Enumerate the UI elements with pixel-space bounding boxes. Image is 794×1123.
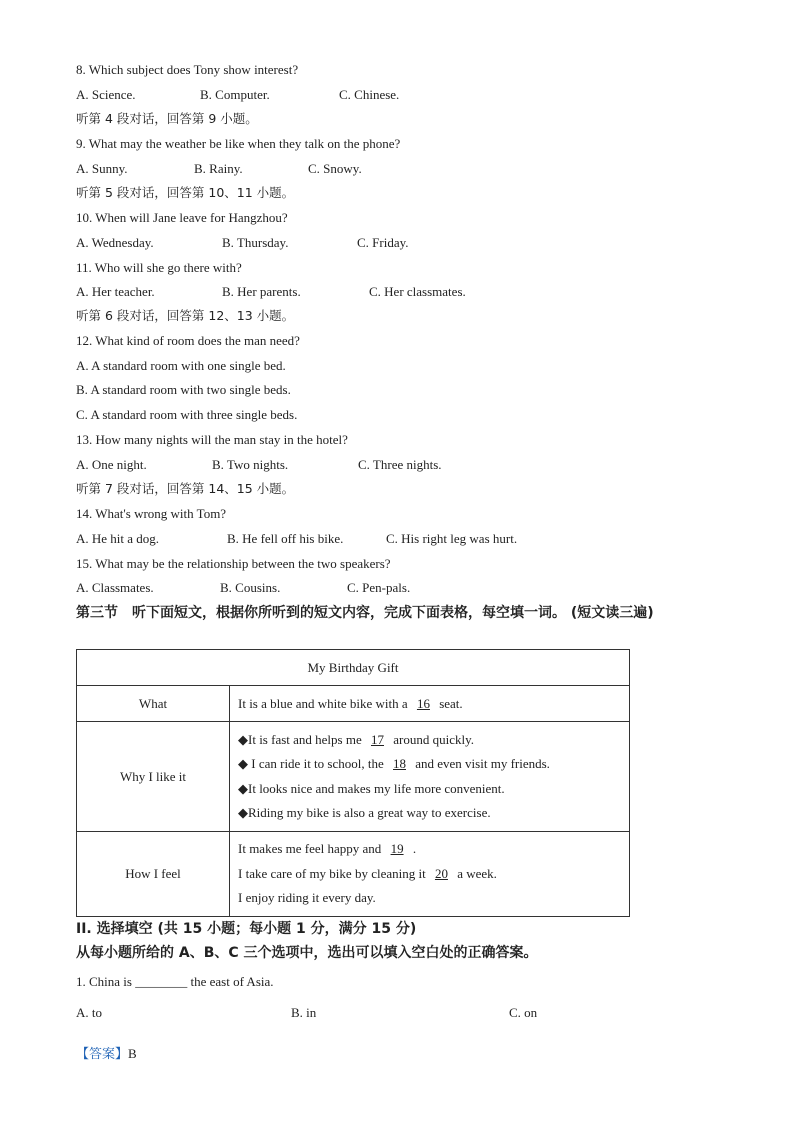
question-10: 10. When will Jane leave for Hangzhou?	[76, 210, 288, 225]
listening-instruction: 听第 4 段对话，回答第 9 小题。	[76, 111, 258, 126]
part-2-instruction: 从每小题所给的 A、B、C 三个选项中，选出可以填入空白处的正确答案。	[76, 945, 538, 961]
question-12: 12. What kind of room does the man need?	[76, 333, 300, 348]
feeling-1: It makes me feel happy and 19 .	[238, 841, 417, 857]
option-b: B. Her parents.	[222, 284, 301, 299]
what-text-end: seat.	[435, 695, 463, 711]
option-c: C. Friday.	[357, 235, 409, 250]
what-cell	[230, 686, 630, 722]
reason-4: ◆Riding my bike is also a great way to exercise.	[238, 805, 491, 820]
table-title: My Birthday Gift	[77, 650, 630, 686]
row-label-feel: How I feel	[77, 832, 230, 917]
option-a: A. Sunny.	[76, 161, 128, 176]
option-b: B. Rainy.	[194, 161, 243, 176]
reason-2: ◆ I can ride it to school, the 18 and even visit my friends.	[238, 756, 550, 771]
option-c: C. A standard room with three single beds.	[76, 407, 298, 422]
part-2-heading: II. 选择填空 (共 15 小题；每小题 1 分，满分 15 分)	[76, 921, 417, 937]
option-a: A. One night.	[76, 457, 147, 472]
listening-instruction: 听第 7 段对话，回答第 14、15 小题。	[76, 481, 295, 496]
option-c: C. Chinese.	[339, 87, 400, 102]
reason-1: ◆It is fast and helps me 17 around quickly.	[238, 731, 474, 747]
question-15: 15. What may be the relationship between the two speakers?	[76, 556, 391, 571]
blank-18: 18	[393, 756, 406, 771]
answer-value: B	[128, 1046, 137, 1061]
blank-20: 20	[434, 865, 448, 881]
option-c: C. Snowy.	[308, 161, 362, 176]
option-c: C. Her classmates.	[369, 284, 466, 299]
listening-instruction: 听第 5 段对话，回答第 10、11 小题。	[76, 185, 295, 200]
answer-label: 【答案】	[76, 1047, 129, 1062]
row-label-what: What	[77, 686, 230, 722]
birthday-gift-table	[76, 649, 630, 917]
option-c: C. Three nights.	[358, 457, 442, 472]
blank-19: 19	[390, 841, 404, 857]
listening-instruction: 听第 6 段对话，回答第 12、13 小题。	[76, 308, 295, 323]
feel-cell	[230, 832, 630, 917]
question-8: 8. Which subject does Tony show interest?	[76, 62, 299, 77]
option-a: A. Wednesday.	[76, 235, 154, 250]
option-b: B. in	[291, 1005, 317, 1020]
option-a: A. He hit a dog.	[76, 531, 160, 546]
what-text: It is a blue and white bike with a	[238, 695, 411, 711]
option-a: A. to	[76, 1005, 102, 1020]
why-cell	[230, 722, 630, 832]
option-b: B. Thursday.	[222, 235, 289, 250]
option-c: C. Pen-pals.	[347, 580, 411, 595]
question-13: 13. How many nights will the man stay in the hotel?	[76, 432, 348, 447]
reason-3: ◆It looks nice and makes my life more convenient.	[238, 780, 505, 796]
section-3-heading: 第三节 听下面短文，根据你所听到的短文内容，完成下面表格，每空填一词。 (短文读三遍)	[76, 605, 654, 621]
question-14: 14. What's wrong with Tom?	[76, 506, 227, 521]
option-a: A. Her teacher.	[76, 284, 155, 299]
question-11: 11. Who will she go there with?	[76, 260, 242, 275]
feeling-3: I enjoy riding it every day.	[238, 890, 376, 906]
option-b: B. Two nights.	[212, 457, 289, 472]
question-9: 9. What may the weather be like when they talk on the phone?	[76, 136, 401, 151]
option-a: A. A standard room with one single bed.	[76, 358, 286, 373]
option-b: B. He fell off his bike.	[227, 531, 344, 546]
feeling-2: I take care of my bike by cleaning it 20 a week.	[238, 865, 497, 881]
option-b: B. A standard room with two single beds.	[76, 382, 291, 397]
blank-17: 17	[370, 731, 384, 747]
option-a: A. Science.	[76, 87, 136, 102]
row-label-why: Why I like it	[77, 722, 230, 832]
option-a: A. Classmates.	[76, 580, 154, 595]
option-c: C. on	[509, 1005, 538, 1020]
blank-16: 16	[416, 695, 430, 711]
option-b: B. Cousins.	[220, 580, 281, 595]
option-c: C. His right leg was hurt.	[386, 531, 518, 546]
question-1: 1. China is ________ the east of Asia.	[76, 974, 274, 989]
option-b: B. Computer.	[200, 87, 270, 102]
answer-line	[76, 1046, 137, 1063]
